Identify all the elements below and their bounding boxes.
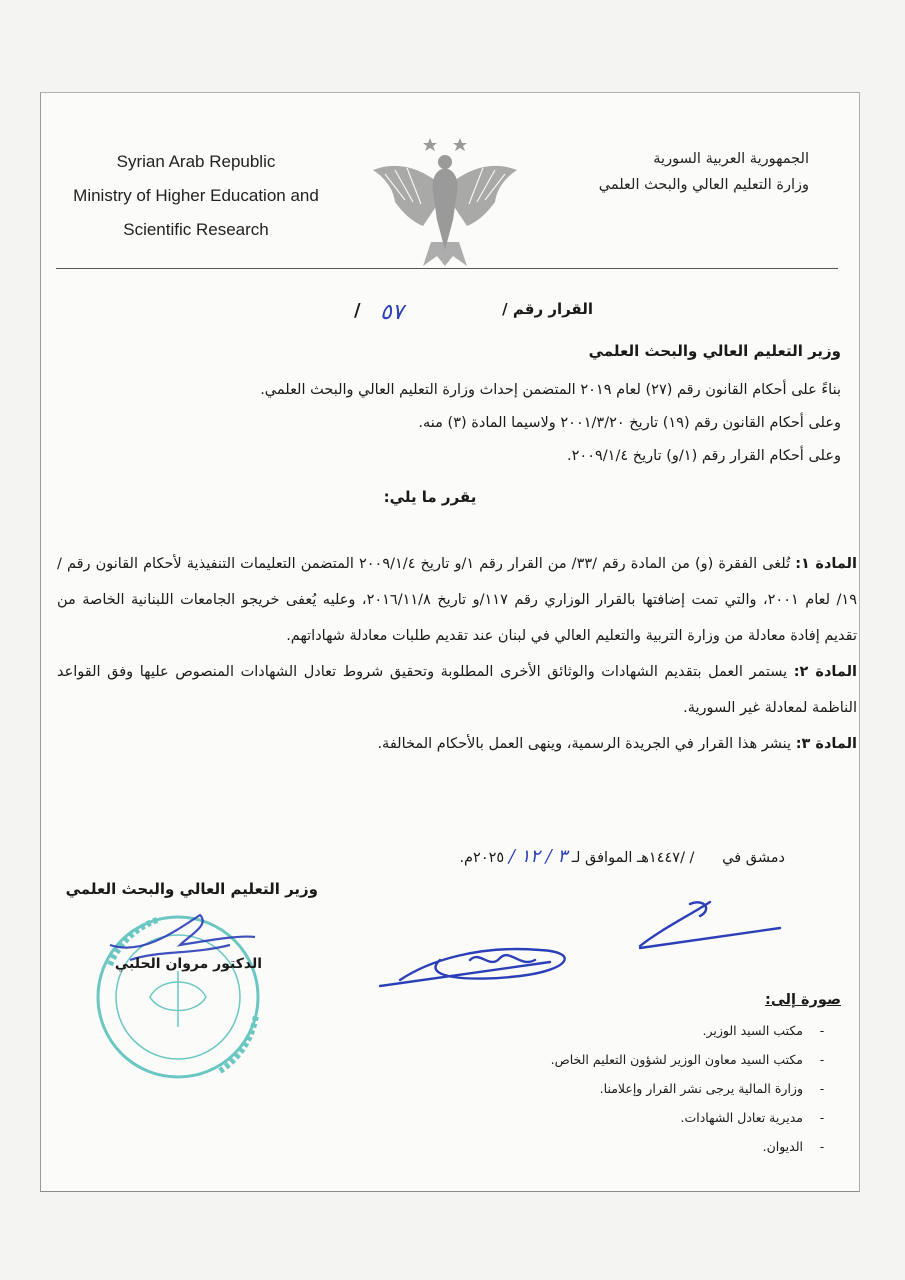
- header-ar-line-1: الجمهورية العربية السورية: [653, 151, 809, 167]
- date-gregorian-year: ٢٠٢٥م.: [459, 850, 505, 866]
- list-item: - مديرية تعادل الشهادات.: [321, 1103, 841, 1132]
- preamble: [81, 374, 841, 473]
- preamble-line: وعلى أحكام القرار رقم (١/و) تاريخ ٢٠٠٩/١/٤.: [567, 448, 841, 464]
- date-place: دمشق في: [722, 850, 785, 866]
- header-arabic: [549, 146, 809, 198]
- list-item: - مكتب السيد الوزير.: [321, 1016, 841, 1045]
- article-1: [57, 546, 857, 654]
- list-item: - مكتب السيد معاون الوزير لشؤون التعليم الخاص.: [321, 1045, 841, 1074]
- date-hijri: / /١٤٤٧هـ الموافق لـ: [571, 850, 695, 866]
- preamble-line: وعلى أحكام القانون رقم (١٩) تاريخ ٢٠٠١/٣/٢٠ ولاسيما المادة (٣) منه.: [418, 415, 841, 431]
- article-label: المادة ١:: [795, 556, 857, 572]
- decision-label: القرار رقم /: [502, 300, 593, 318]
- header-en-line-1: Syrian Arab Republic: [116, 152, 276, 171]
- article-label: المادة ٣:: [795, 736, 857, 752]
- article-text: يستمر العمل بتقديم الشهادات والوثائق الأخرى المطلوبة وتحقيق شروط تعادل الشهادات المنصوص عليها وفق القواعد الناظمة لمعادلة غير السورية.: [57, 664, 857, 716]
- ministry-stamp-icon: [90, 905, 270, 1085]
- minister-title: وزير التعليم العالي والبحث العلمي: [588, 342, 841, 360]
- article-text: ينشر هذا القرار في الجريدة الرسمية، وينهى العمل بالأحكام المخالفة.: [377, 736, 792, 752]
- cc-title: صورة إلى:: [765, 992, 841, 1008]
- article-label: المادة ٢:: [793, 664, 857, 680]
- handwritten-signatures-icon: [360, 890, 790, 1000]
- syrian-eagle-emblem-icon: [365, 130, 525, 270]
- header-divider: [56, 268, 838, 269]
- articles: [57, 546, 857, 762]
- signatory-name: الدكتور مروان الحلبي: [114, 956, 262, 972]
- article-2: [57, 654, 857, 726]
- preamble-line: بناءً على أحكام القانون رقم (٢٧) لعام ٢٠١٩ المتضمن إحداث وزارة التعليم العالي والبحث العلمي.: [260, 382, 841, 398]
- article-text: تُلغى الفقرة (و) من المادة رقم /٣٣/ من القرار رقم ١/و تاريخ ٢٠٠٩/١/٤ المتضمن التعليمات التنفيذية لأحكام القانون رقم /١٩/ لعام ٢٠٠١، والتي تمت إضافتها بالقرار الوزاري رقم ١١٧/و تاريخ ٢٠١٦/١١/٨، وعليه يُعفى خريجو الجامعات اللبنانية الخاصة من تقديم إفادة معادلة من وزارة التربية والتعليم العالي في لبنان عند تقديم طلبات معادلة شهاداتهم.: [57, 556, 857, 644]
- cc-list: [321, 1016, 841, 1161]
- decision-slash: /: [354, 300, 361, 321]
- list-item: - الديوان.: [321, 1132, 841, 1161]
- date-gregorian-handwritten: ٣ / ١٢ /: [508, 846, 568, 867]
- date-line: [459, 846, 785, 867]
- decides-heading: يقرر ما يلي:: [383, 488, 477, 506]
- signatory-title: وزير التعليم العالي والبحث العلمي: [65, 880, 318, 898]
- header-ar-line-2: وزارة التعليم العالي والبحث العلمي: [598, 177, 809, 193]
- article-3: [57, 726, 857, 762]
- decision-number: ٥٧: [380, 300, 404, 325]
- header-en-line-2: Ministry of Higher Education and: [73, 186, 319, 205]
- header-english: [56, 145, 336, 247]
- header-en-line-3: Scientific Research: [123, 220, 269, 239]
- list-item: - وزارة المالية يرجى نشر القرار وإعلامنا.: [321, 1074, 841, 1103]
